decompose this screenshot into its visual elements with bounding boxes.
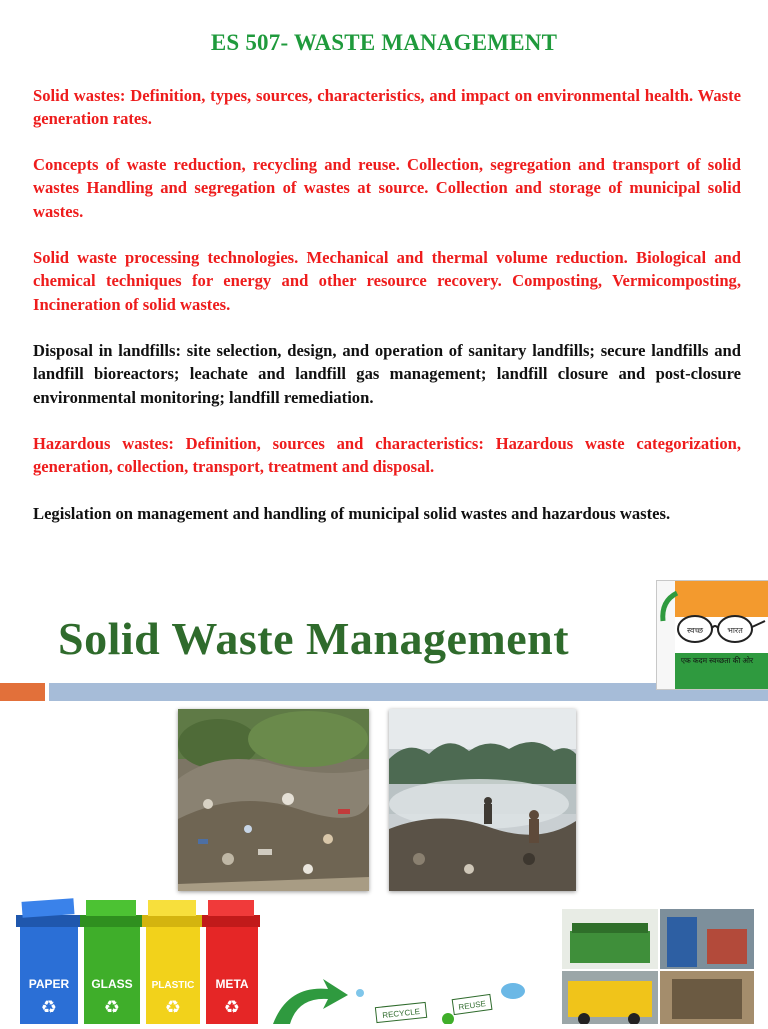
waste-equipment-collage bbox=[562, 909, 754, 1024]
bin-label-glass: GLASS bbox=[91, 977, 133, 991]
syllabus-paragraph-legislation: Legislation on management and handling of municipal solid wastes and hazardous wastes. bbox=[33, 504, 671, 523]
svg-text:♻: ♻ bbox=[103, 997, 121, 1017]
smoky-landfill-photo bbox=[389, 709, 576, 891]
swachh-bharat-logo-icon bbox=[657, 581, 768, 689]
paper-bin bbox=[16, 898, 82, 1024]
bin-label-plastic: PLASTIC bbox=[151, 980, 195, 991]
metal-bin bbox=[202, 900, 260, 1024]
svg-text:♻: ♻ bbox=[164, 997, 182, 1017]
course-title: ES 507- WASTE MANAGEMENT bbox=[210, 30, 558, 55]
logo-text-right: भारत bbox=[727, 626, 743, 635]
recycling-bins-illustration bbox=[14, 895, 260, 1024]
garbage-dump-photo bbox=[178, 709, 369, 891]
syllabus-paragraph-hazardous: Hazardous wastes: Definition, sources and characteristics: Hazardous waste categorization, generation, collection, transport, treatment and disposal. bbox=[33, 434, 741, 477]
svg-text:♻: ♻ bbox=[223, 997, 241, 1017]
slide-title: Solid Waste Management bbox=[58, 613, 570, 664]
syllabus-paragraph-processing: Solid waste processing technologies. Mechanical and thermal volume reduction. Biological and chemical techniques for energy and other resource recovery. Composting, Vermicomposting, Incineration of solid wastes. bbox=[33, 248, 741, 314]
accent-bar-orange bbox=[0, 683, 45, 701]
glass-bin bbox=[80, 900, 144, 1024]
logo-tagline: एक कदम स्वच्छता की ओर bbox=[680, 656, 754, 665]
syllabus-paragraph-landfills: Disposal in landfills: site selection, design, and operation of sanitary landfills; secure landfills and landfill bioreactors; leachate and landfill gas management; landfill closure and post-closure environmental monitoring; landfill remediation. bbox=[33, 341, 741, 407]
syllabus-paragraph-solid-wastes: Solid wastes: Definition, types, sources, characteristics, and impact on environmental health. Waste generation rates. bbox=[33, 86, 741, 129]
syllabus-paragraph-waste-reduction: Concepts of waste reduction, recycling and reuse. Collection, segregation and transport of solid wastes Handling and segregation of wastes at source. Collection and storage of municipal solid wastes. bbox=[33, 155, 741, 221]
reuse-tag: REUSE bbox=[457, 999, 487, 1012]
swachh-bharat-logo bbox=[656, 580, 768, 690]
bin-label-metal: META bbox=[215, 977, 249, 991]
recycle-reuse-illustration bbox=[268, 975, 530, 1024]
plastic-bin bbox=[142, 900, 204, 1024]
logo-text-left: स्वच्छ bbox=[686, 626, 704, 635]
recycle-icon bbox=[273, 979, 348, 1024]
svg-text:♻: ♻ bbox=[40, 997, 58, 1017]
bin-label-paper: PAPER bbox=[28, 977, 70, 991]
recycle-tag: RECYCLE bbox=[381, 1007, 421, 1020]
